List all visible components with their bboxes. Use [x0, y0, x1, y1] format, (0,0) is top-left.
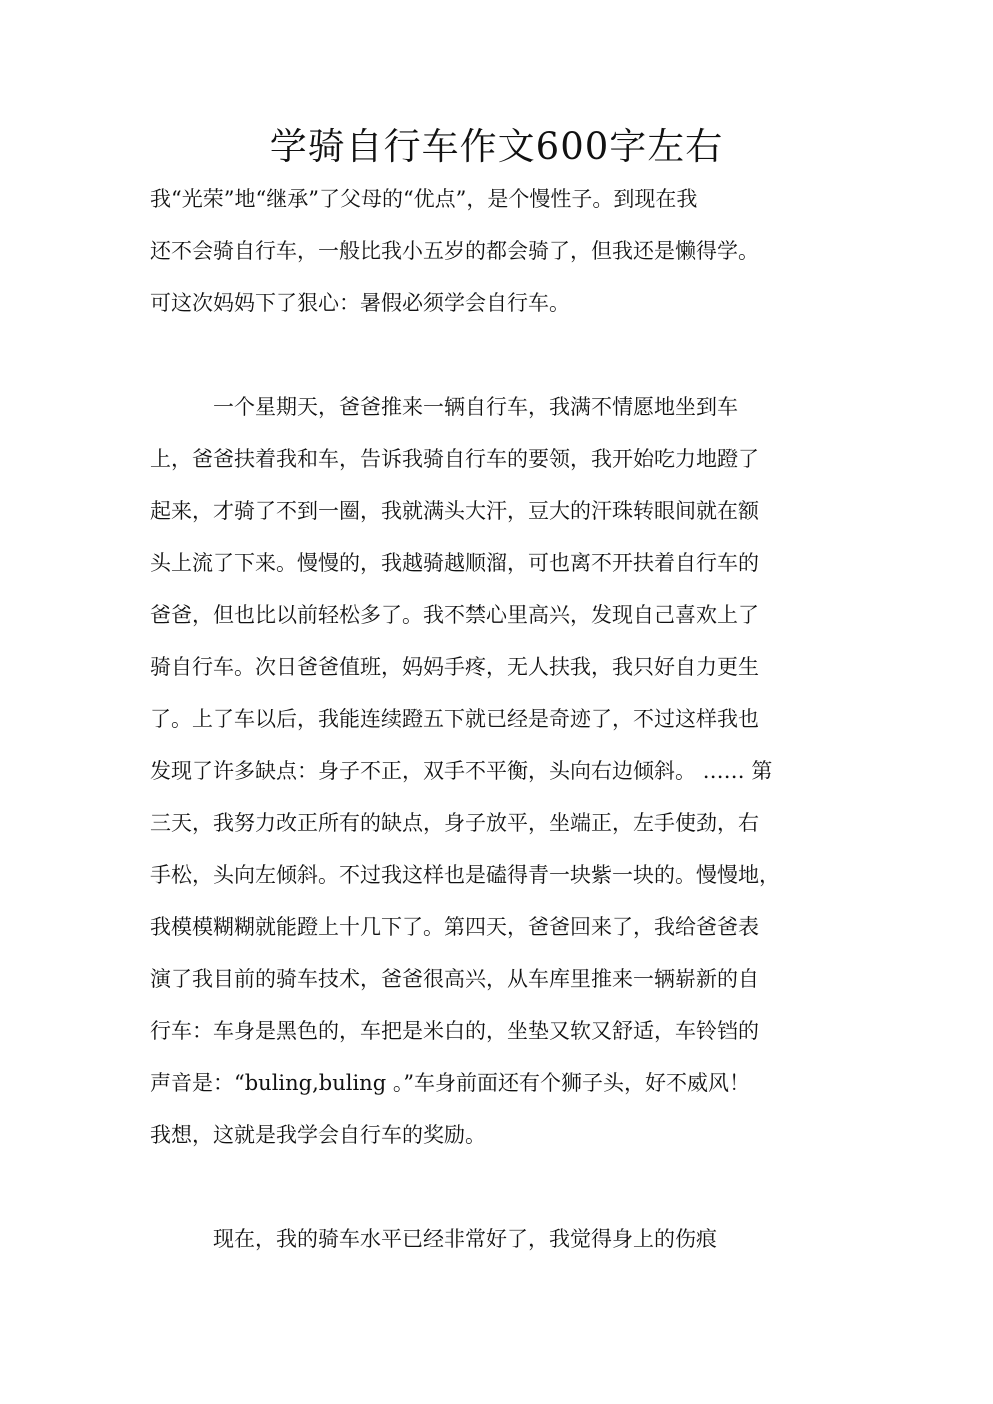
- paragraph-1-line-3: 可这次妈妈下了狠心：暑假必须学会自行车。: [150, 291, 570, 315]
- paragraph-2-line-5: 爸爸，但也比以前轻松多了。我不禁心里高兴，发现自己喜欢上了: [150, 603, 759, 627]
- paragraph-2-line-15: 我想，这就是我学会自行车的奖励。: [150, 1123, 486, 1147]
- paragraph-2-line-6: 骑自行车。次日爸爸值班，妈妈手疼，无人扶我，我只好自力更生: [150, 655, 759, 679]
- paragraph-2-line-13: 行车：车身是黑色的，车把是米白的，坐垫又软又舒适，车铃铛的: [150, 1019, 759, 1043]
- paragraph-2-line-8: 发现了许多缺点：身子不正，双手不平衡，头向右边倾斜。 …… 第: [150, 759, 773, 783]
- paragraph-2-line-10: 手松，头向左倾斜。不过我这样也是磕得青一块紫一块的。慢慢地，: [150, 863, 780, 887]
- paragraph-2-line-9: 三天，我努力改正所有的缺点，身子放平，坐端正，左手使劲，右: [150, 811, 759, 835]
- paragraph-2-line-14: 声音是：“buling,buling 。”车身前面还有个狮子头，好不威风！: [150, 1071, 751, 1095]
- paragraph-2-line-12: 演了我目前的骑车技术，爸爸很高兴，从车库里推来一辆崭新的自: [150, 967, 759, 991]
- paragraph-2-line-7: 了。上了车以后，我能连续蹬五下就已经是奇迹了，不过这样我也: [150, 707, 759, 731]
- paragraph-2-line-4: 头上流了下来。慢慢的，我越骑越顺溜，可也离不开扶着自行车的: [150, 551, 759, 575]
- paragraph-1-line-1: 我“光荣”地“继承”了父母的“优点”，是个慢性子。到现在我: [150, 187, 698, 211]
- paragraph-2-line-3: 起来，才骑了不到一圈，我就满头大汗，豆大的汗珠转眼间就在额: [150, 499, 759, 523]
- paragraph-3-line-1: 现在，我的骑车水平已经非常好了，我觉得身上的伤痕: [150, 1227, 717, 1251]
- document-title: 学骑自行车作文600字左右: [269, 125, 724, 168]
- paragraph-2-line-2: 上，爸爸扶着我和车，告诉我骑自行车的要领，我开始吃力地蹬了: [150, 447, 759, 471]
- paragraph-2-line-1: 一个星期天，爸爸推来一辆自行车，我满不情愿地坐到车: [150, 395, 738, 419]
- paragraph-1-line-2: 还不会骑自行车，一般比我小五岁的都会骑了，但我还是懒得学。: [150, 239, 759, 263]
- paragraph-2-line-11: 我模模糊糊就能蹬上十几下了。第四天，爸爸回来了，我给爸爸表: [150, 915, 759, 939]
